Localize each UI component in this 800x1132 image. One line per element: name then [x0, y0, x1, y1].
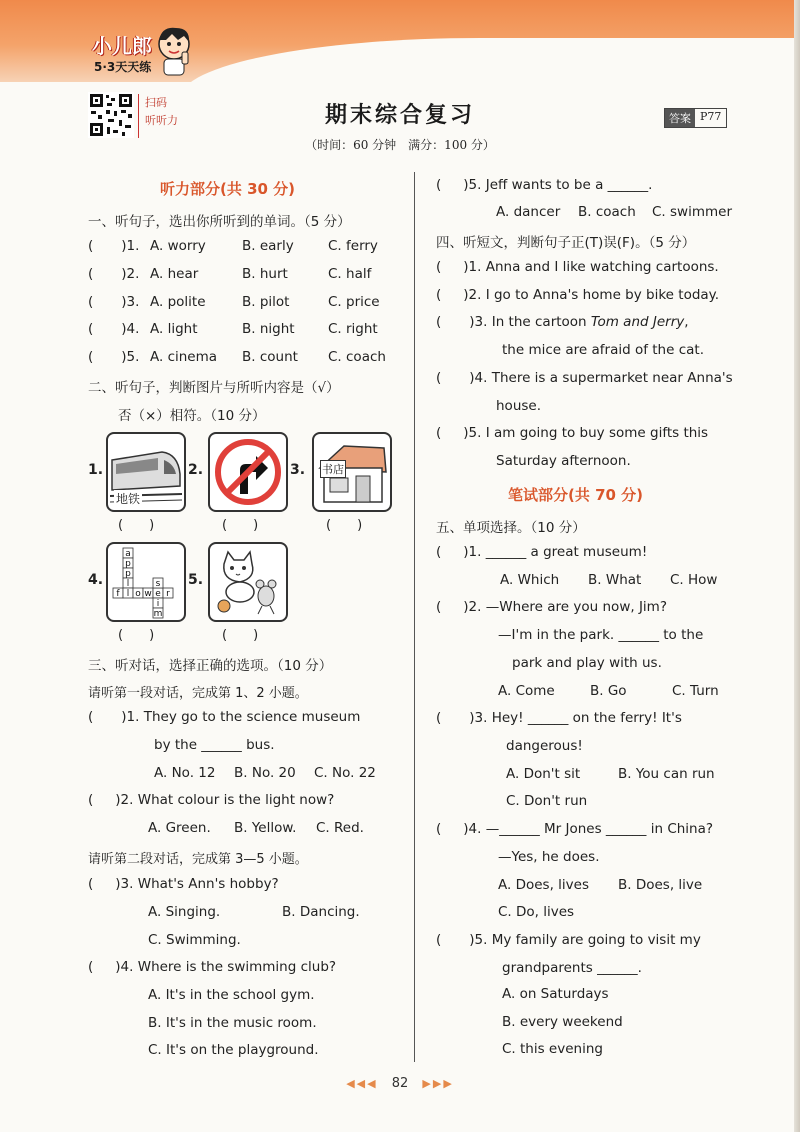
- part3-q5: ( )5. Jeff wants to be a ______.: [436, 177, 653, 193]
- list-item: ( )1.: [88, 238, 140, 254]
- option-b: B. night: [242, 321, 295, 337]
- answer-bracket-4[interactable]: ( ): [118, 628, 155, 643]
- option-a: A. Don't sit: [506, 766, 581, 782]
- part5-q2-line3: park and play with us.: [512, 655, 662, 671]
- part4-item-4: ( )4. There is a supermarket near Anna's: [436, 370, 733, 386]
- page-title: 期末综合复习: [324, 103, 475, 128]
- option-a: A. Singing.: [148, 904, 221, 920]
- answer-label: 答案: [665, 109, 695, 127]
- option-a: A. It's in the school gym.: [148, 987, 315, 1003]
- part4-item-3: ( )3. In the cartoon Tom and Jerry,: [436, 314, 689, 330]
- part5-q1: ( )1. ______ a great museum!: [436, 544, 648, 560]
- answer-reference: [664, 108, 727, 128]
- option-a: A. Which: [500, 572, 560, 588]
- part4-heading: 四、听短文，判断句子正(T)误(F)。（5 分）: [436, 235, 696, 251]
- option-a: A. hear: [150, 266, 199, 282]
- part5-q3: ( )3. Hey! ______ on the ferry! It's: [436, 710, 682, 726]
- part5-q2: ( )2. —Where are you now, Jim?: [436, 599, 667, 615]
- left-arrows-icon: ◀◀◀: [346, 1077, 378, 1090]
- cat-mouse-picture: [208, 542, 288, 622]
- option-c: C. It's on the playground.: [148, 1042, 319, 1058]
- logo-main-text: 小儿郎: [92, 34, 152, 58]
- answer-page: P77: [700, 110, 722, 123]
- option-c: C. Turn: [672, 683, 719, 699]
- part3-q3: ( )3. What's Ann's hobby?: [88, 876, 279, 892]
- page-footer: [0, 1076, 800, 1091]
- svg-text:a: a: [125, 549, 131, 559]
- svg-text:i: i: [156, 599, 160, 609]
- option-c: C. right: [328, 321, 378, 337]
- list-item: ( )4.: [88, 321, 140, 337]
- option-b: B. Yellow.: [234, 820, 297, 836]
- option-a: A. on Saturdays: [502, 986, 609, 1002]
- list-item: ( )5.: [88, 349, 140, 365]
- part5-q5: ( )5. My family are going to visit my: [436, 932, 701, 948]
- option-b: B. Does, live: [618, 877, 703, 893]
- no-right-turn-picture: [208, 432, 288, 512]
- right-arrows-icon: ▶▶▶: [422, 1077, 454, 1090]
- subway-picture: [106, 432, 186, 512]
- option-a: A. light: [150, 321, 198, 337]
- option-c: C. ferry: [328, 238, 378, 254]
- list-item: ( )2.: [88, 266, 140, 282]
- part3-q1: ( )1. They go to the science museum: [88, 709, 361, 725]
- option-b: B. It's in the music room.: [148, 1015, 317, 1031]
- option-c: C. No. 22: [314, 765, 376, 781]
- page-subtitle: （时间：60 分钟 满分：100 分）: [305, 138, 495, 152]
- pic-number-4: 4.: [88, 572, 104, 588]
- option-a: A. dancer: [496, 204, 561, 220]
- option-c: C. Swimming.: [148, 932, 241, 948]
- svg-text:s: s: [155, 579, 161, 589]
- option-a: A. worry: [150, 238, 206, 254]
- part3-instruction2: 请听第二段对话，完成第 3—5 小题。: [88, 852, 308, 867]
- part4-item-4-line2: house.: [496, 398, 542, 414]
- part4-item-5-line2: Saturday afternoon.: [496, 453, 631, 469]
- part4-item-2: ( )2. I go to Anna's home by bike today.: [436, 287, 720, 303]
- svg-text:l: l: [126, 589, 130, 599]
- option-c: C. Do, lives: [498, 904, 575, 920]
- option-c: C. this evening: [502, 1041, 603, 1057]
- mascot-icon: [150, 22, 198, 78]
- option-a: A. polite: [150, 294, 206, 310]
- no-right-turn-icon: [210, 434, 286, 510]
- list-item: ( )3.: [88, 294, 140, 310]
- option-c: C. price: [328, 294, 380, 310]
- column-divider: [414, 172, 415, 1062]
- pic-number-2: 2.: [188, 462, 204, 478]
- svg-text:p: p: [125, 559, 131, 569]
- crossword-grid: [108, 544, 184, 620]
- pic-number-3: 3.: [290, 462, 306, 478]
- option-c: C. half: [328, 266, 372, 282]
- part3-instruction1: 请听第一段对话，完成第 1、2 小题。: [88, 686, 308, 701]
- part3-q1-line2: by the ______ bus.: [154, 737, 275, 753]
- page-edge: [794, 0, 800, 1132]
- option-b: B. hurt: [242, 266, 288, 282]
- part5-heading: 五、单项选择。（10 分）: [436, 520, 586, 536]
- svg-text:w: w: [144, 589, 152, 599]
- option-a: A. cinema: [150, 349, 218, 365]
- option-b: B. No. 20: [234, 765, 296, 781]
- svg-text:l: l: [126, 579, 130, 589]
- part4-item-1: ( )1. Anna and I like watching cartoons.: [436, 259, 719, 275]
- svg-text:e: e: [155, 589, 161, 599]
- option-b: B. pilot: [242, 294, 290, 310]
- option-b: B. coach: [578, 204, 636, 220]
- part5-q2-line2: —I'm in the park. ______ to the: [498, 627, 704, 643]
- scan-line1: 扫码: [145, 96, 167, 109]
- part5-q4-line2: —Yes, he does.: [498, 849, 600, 865]
- part2-heading-line1: 二、听句子，判断图片与所听内容是（√）: [88, 380, 340, 396]
- option-b: B. You can run: [618, 766, 715, 782]
- option-b: B. early: [242, 238, 294, 254]
- listening-section-title: 听力部分(共 30 分): [160, 180, 296, 198]
- answer-bracket-5[interactable]: ( ): [222, 628, 259, 643]
- part3-q4: ( )4. Where is the swimming club?: [88, 959, 337, 975]
- option-b: B. What: [588, 572, 642, 588]
- part5-q4: ( )4. —______ Mr Jones ______ in China?: [436, 821, 714, 837]
- part4-item-3-line2: the mice are afraid of the cat.: [502, 342, 704, 358]
- option-b: B. Dancing.: [282, 904, 360, 920]
- writing-section-title: 笔试部分(共 70 分): [508, 486, 644, 504]
- option-c: C. Red.: [316, 820, 364, 836]
- option-c: C. Don't run: [506, 793, 588, 809]
- part1-heading: 一、听句子，选出你所听到的单词。（5 分）: [88, 214, 351, 230]
- option-a: A. Green.: [148, 820, 211, 836]
- option-c: C. How: [670, 572, 718, 588]
- svg-text:m: m: [153, 609, 163, 619]
- answer-bracket-3[interactable]: ( ): [326, 518, 363, 533]
- bookstore-picture: [312, 432, 392, 512]
- part2-heading-line2: 否（×）相符。（10 分）: [118, 408, 266, 424]
- option-a: A. Does, lives: [498, 877, 589, 893]
- bookstore-label: 书店: [320, 460, 346, 478]
- option-b: B. Go: [590, 683, 627, 699]
- part3-q2: ( )2. What colour is the light now?: [88, 792, 335, 808]
- subway-label: 地铁: [116, 492, 141, 506]
- svg-text:p: p: [125, 569, 131, 579]
- cat-and-mouse-icon: [210, 544, 286, 620]
- part5-q3-line2: dangerous!: [506, 738, 583, 754]
- option-c: C. coach: [328, 349, 386, 365]
- option-c: C. swimmer: [652, 204, 732, 220]
- svg-text:r: r: [166, 589, 170, 599]
- pic-number-5: 5.: [188, 572, 204, 588]
- option-a: A. No. 12: [154, 765, 216, 781]
- part3-heading: 三、听对话，选择正确的选项。（10 分）: [88, 658, 333, 674]
- page-number: 82: [391, 1076, 409, 1091]
- answer-bracket-2[interactable]: ( ): [222, 518, 259, 533]
- logo-sub-text: 5·3天天练: [94, 60, 152, 74]
- option-a: A. Come: [498, 683, 555, 699]
- option-b: B. count: [242, 349, 298, 365]
- part4-item-5: ( )5. I am going to buy some gifts this: [436, 425, 709, 441]
- pic-number-1: 1.: [88, 462, 104, 478]
- cartoon-name: Tom and Jerry: [590, 314, 685, 330]
- answer-bracket-1[interactable]: ( ): [118, 518, 155, 533]
- part5-q5-line2: grandparents ______.: [502, 960, 642, 976]
- svg-text:f: f: [116, 589, 120, 599]
- scan-line2: 听听力: [145, 114, 178, 127]
- option-b: B. every weekend: [502, 1014, 623, 1030]
- crossword-picture: [106, 542, 186, 622]
- svg-text:o: o: [135, 589, 141, 599]
